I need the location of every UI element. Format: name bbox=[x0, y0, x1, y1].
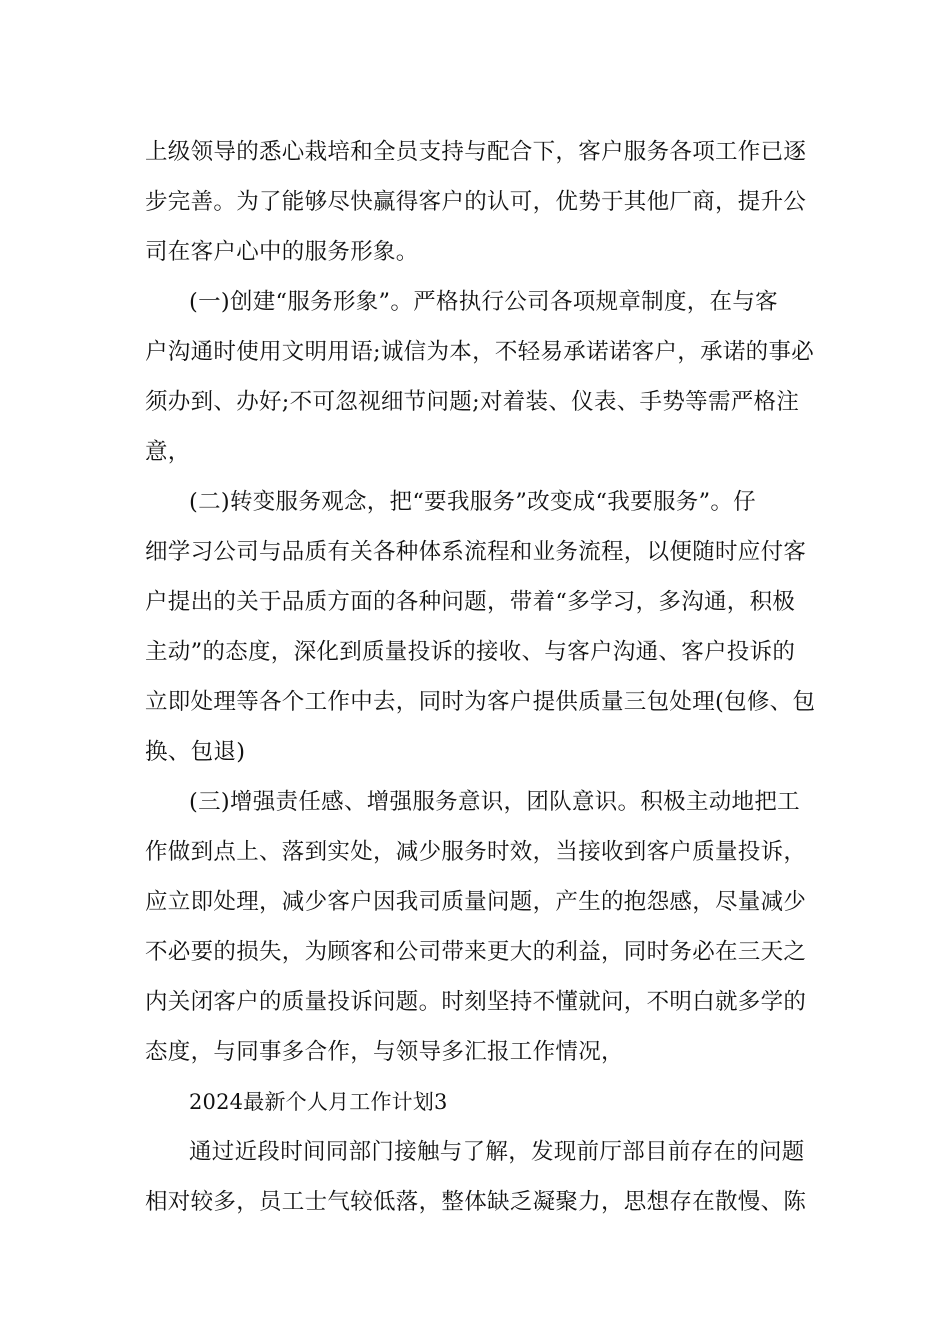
text-line: 须办到、办好;不可忽视细节问题;对着装、仪表、手势等需严格注 bbox=[145, 389, 800, 415]
text-line: 换、包退) bbox=[145, 739, 246, 765]
text-line: 相对较多，员工士气较低落，整体缺乏凝聚力，思想存在散慢、陈 bbox=[145, 1189, 807, 1215]
text-line: 主动”的态度，深化到质量投诉的接收、与客户沟通、客户投诉的 bbox=[145, 639, 796, 665]
text-line: 上级领导的悉心栽培和全员支持与配合下，客户服务各项工作已逐 bbox=[145, 139, 807, 165]
paragraph-start-line: (二)转变服务观念，把“要我服务”改变成“我要服务”。仔 bbox=[189, 489, 756, 515]
paragraph-start-line: (一)创建“服务形象”。严格执行公司各项规章制度，在与客 bbox=[189, 289, 778, 315]
text-line: 不必要的损失，为顾客和公司带来更大的利益，同时务必在三天之 bbox=[145, 939, 807, 965]
paragraph-start-line: (三)增强责任感、增强服务意识，团队意识。积极主动地把工 bbox=[189, 789, 800, 815]
text-line: 细学习公司与品质有关各种体系流程和业务流程，以便随时应付客 bbox=[145, 539, 807, 565]
text-line: 态度，与同事多合作，与领导多汇报工作情况， bbox=[145, 1039, 624, 1065]
text-line: 司在客户心中的服务形象。 bbox=[145, 239, 419, 265]
text-line: 意， bbox=[145, 439, 191, 465]
paragraph-start-line: 通过近段时间同部门接触与了解，发现前厅部目前存在的问题 bbox=[189, 1139, 805, 1165]
text-line: 应立即处理，减少客户因我司质量问题，产生的抱怨感，尽量减少 bbox=[145, 889, 807, 915]
text-line: 立即处理等各个工作中去，同时为客户提供质量三包处理(包修、包 bbox=[145, 689, 816, 715]
text-line: 作做到点上、落到实处，减少服务时效，当接收到客户质量投诉， bbox=[145, 839, 807, 865]
section-heading: 2024最新个人月工作计划3 bbox=[189, 1090, 448, 1114]
text-line: 户沟通时使用文明用语;诚信为本，不轻易承诺诺客户，承诺的事必 bbox=[145, 339, 815, 365]
text-line: 户提出的关于品质方面的各种问题，带着“多学习，多沟通，积极 bbox=[145, 589, 796, 615]
text-line: 步完善。为了能够尽快赢得客户的认可，优势于其他厂商，提升公 bbox=[145, 189, 807, 215]
text-line: 内关闭客户的质量投诉问题。时刻坚持不懂就问，不明白就多学的 bbox=[145, 989, 807, 1015]
